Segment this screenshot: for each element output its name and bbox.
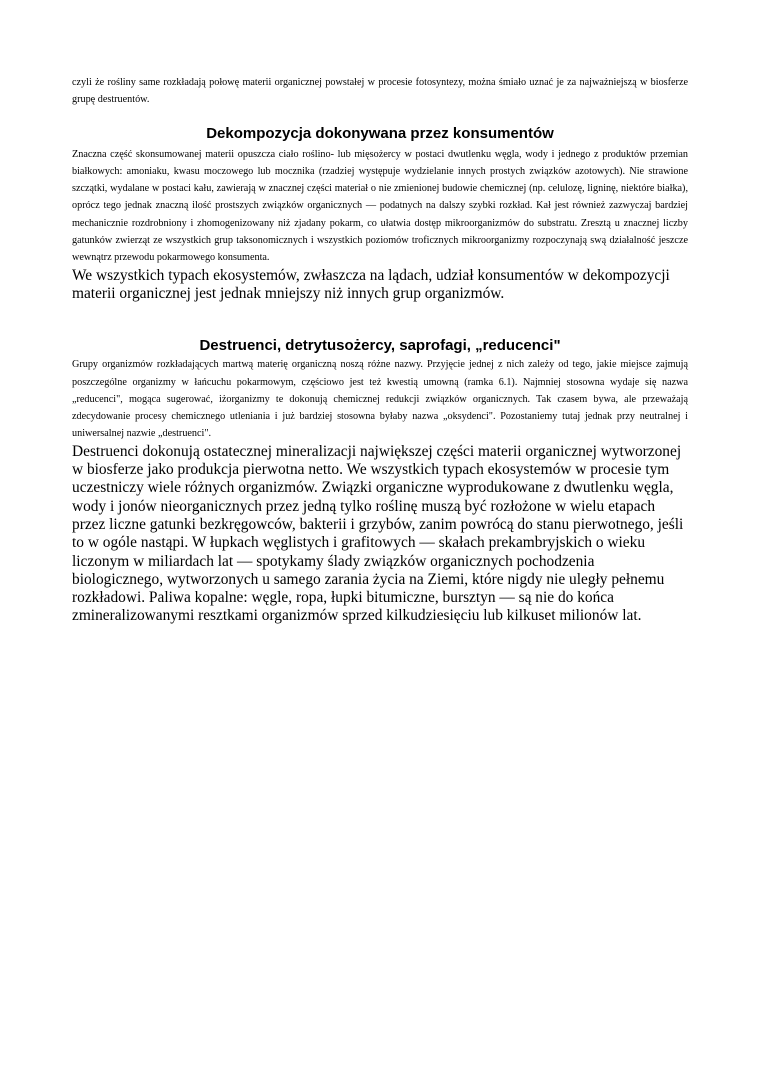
consumers-large-paragraph: We wszystkich typach ekosystemów, zwłaszcza na lądach, udział konsumentów w dekompozycji materii organicznej jest jednak mniejszy niż innych grup organizmów. (72, 266, 670, 302)
decomposers-large-paragraph: Destruenci dokonują ostatecznej mineralizacji największej części materii organicznej wytworzonej w biosferze jako produkcja pierwotna netto. We wszystkich typach ekosystemów w procesie tym uczestniczy wiele różnych organizmów. Związki organiczne wyprodukowane z dwutlenku węgla, wody i jonów nieorganicznych przez jedną tylko roślinę muszą być rozłożone w wielu etapach przez liczne gatunki bezkręgowców, bakterii i grzybów, zanim powrócą do stanu pierwotnego, jeśli to w ogóle nastąpi. W łupkach węglistych i grafitowych — skałach prekambryjskich o wieku liczonym w miliardach lat — spotykamy ślady związków organicznych pochodzenia biologicznego, wytworzonych u samego zarania życia na Ziemi, które nigdy nie uległy pełnemu rozkładowi. Paliwa kopalne: węgle, ropa, łupki bitumiczne, bursztyn — są nie do końca zmineralizowanymi resztkami organizmów sprzed kilkudziesięciu lub kilkuset milionów lat. (72, 442, 684, 625)
document-page (72, 74, 688, 626)
consumers-small-paragraph: Znaczna część skonsumowanej materii opuszcza ciało roślino- lub mięsożercy w postaci dwutlenku węgla, wody i jednego z produktów przemian białkowych: amoniaku, kwasu moczowego lub mocznika (rzadziej występuje wydzielanie innych prostych związków azotowych). Nie strawione szczątki, wydalane w postaci kału, zawierają w znacznej części materiał o nie zmienionej budowie chemicznej (np. celulozę, ligninę, niektóre białka), oprócz tego jednak znaczną ilość prostszych związków organicznych — podatnych na dalszy szybki rozkład. Kał jest również zazwyczaj bardziej mechanicznie rozdrobniony i zhomogenizowany niż zjadany pokarm, co ułatwia dostęp mikroorganizmów do substratu. Zresztą u znacznej liczby gatunków zwierząt ze wszystkich grup taksonomicznych i wszystkich poziomów troficznych mikroorganizmy rozpoczynają swą działalność jeszcze wewnątrz przewodu pokarmowego konsumenta. (72, 148, 688, 264)
decomposers-small-paragraph: Grupy organizmów rozkładających martwą materię organiczną noszą różne nazwy. Przyjęcie jednej z nich zależy od tego, jakie miejsce zajmują poszczególne organizmy w łańcuchu pokarmowym, częściowo jest też kwestią umowną (ramka 6.1). Najmniej stosowna wydaje się nazwa „reducenci", mogąca sugerować, iżorganizmy te dokonują chemicznej redukcji związków organicznych. Tak czasem bywa, ale przeważają zdecydowanie procesy chemicznego utleniania i już bardziej stosowna byłaby nazwa „oksydenci". Pozostaniemy tutaj jednak przy neutralnej i uniwersalnej nazwie „destruenci". (72, 359, 688, 440)
intro-paragraph: czyli że rośliny same rozkładają połowę materii organicznej powstałej w procesie fotosyntezy, można śmiało uznać je za najważniejszą w biosferze grupę destruentów. (72, 77, 688, 106)
section-heading-decomposers: Destruenci, detrytusożercy, saprofagi, „reducenci" (199, 337, 561, 355)
section-heading-decomposition-by-consumers: Dekompozycja dokonywana przez konsumentów (206, 124, 554, 142)
